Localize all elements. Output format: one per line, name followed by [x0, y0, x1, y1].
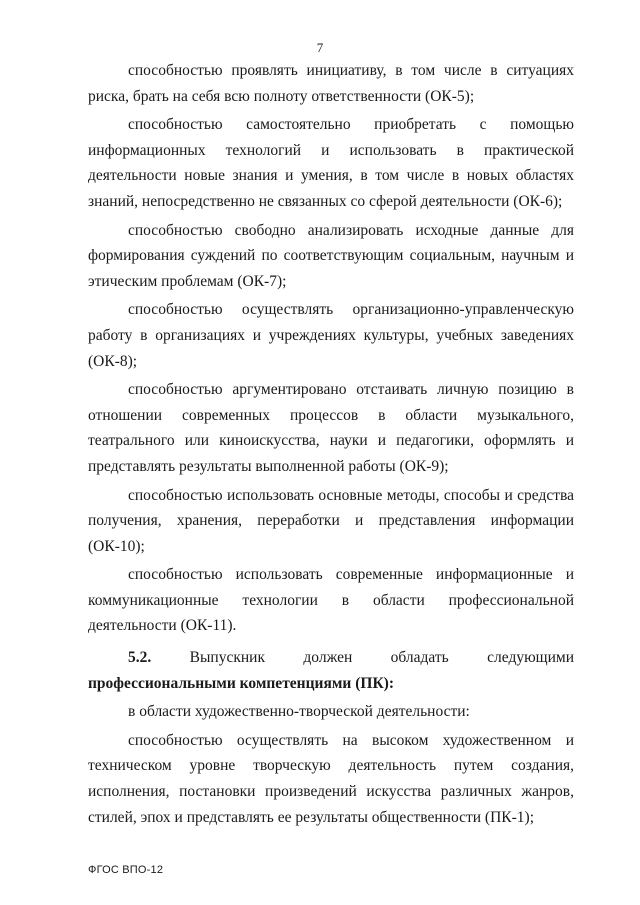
paragraph-ok-7: способностью свободно анализировать исходные данные для формирования суждений по соответствующим социальным, научным и этическим проблемам (ОК-7);: [88, 221, 574, 290]
section-lead-text: Выпускник должен обладать следующими: [151, 649, 574, 667]
paragraph-ok-11: способностью использовать современные информационные и коммуникационные технологии в области профессиональной деятельности (ОК-11).: [88, 566, 574, 635]
section-bold-text: профессиональными компетенциями (ПК):: [88, 674, 395, 692]
section-heading-5-2: [88, 645, 574, 696]
paragraph-ok-6: способностью самостоятельно приобретать с помощью информационных технологий и использовать в практической деятельности новые знания и умения, в том числе в новых областях знаний, непосредственно не связанных со сферой деятельности (ОК-6);: [88, 116, 574, 210]
paragraph-ok-5: способностью проявлять инициативу, в том числе в ситуациях риска, брать на себя всю полноту ответственности (ОК-5);: [88, 62, 574, 105]
subsection-label: в области художественно-творческой деятельности:: [128, 703, 470, 721]
footer-label: ФГОС ВПО-12: [88, 864, 164, 876]
section-number: 5.2.: [128, 649, 152, 667]
page-content: [88, 58, 574, 833]
page-number: 7: [316, 40, 324, 55]
paragraph-ok-10: способностью использовать основные методы, способы и средства получения, хранения, переработки и представления информации (ОК-10);: [88, 486, 574, 555]
paragraph-pk-1: способностью осуществлять на высоком художественном и техническом уровне творческую деятельность путем создания, исполнения, постановки произведений искусства различных жанров, стилей, эпох и представлять ее результаты общественности (ПК-1);: [88, 731, 574, 826]
paragraph-ok-8: способностью осуществлять организационно-управленческую работу в организациях и учреждениях культуры, учебных заведениях (ОК-8);: [88, 301, 574, 370]
paragraph-ok-9: способностью аргументировано отстаивать личную позицию в отношении современных процессов в области музыкального, театрального или киноискусства, науки и педагогики, оформлять и представлять результаты выполненной работы (ОК-9);: [88, 381, 574, 475]
